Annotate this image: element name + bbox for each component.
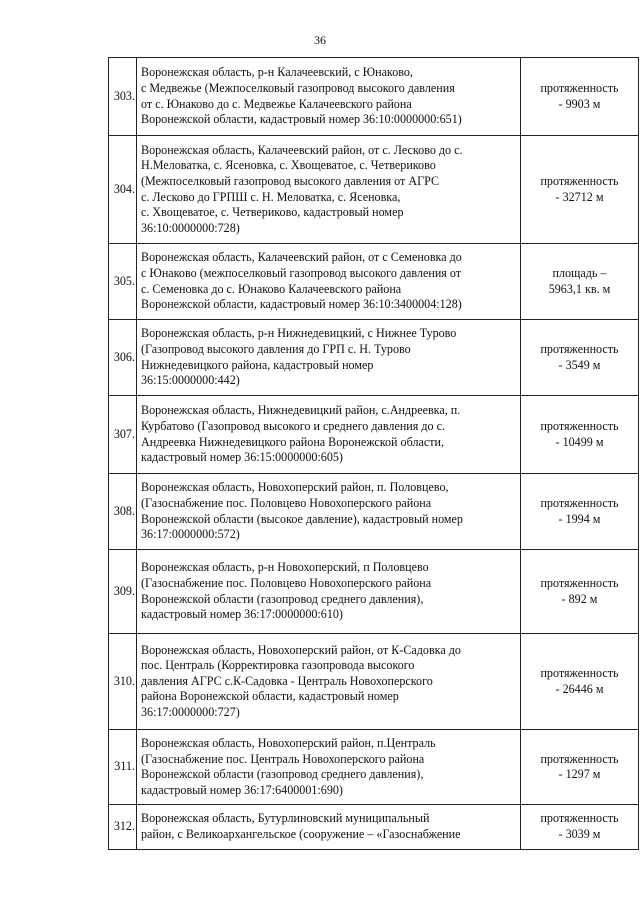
measure-value: - 32712 м [555, 189, 604, 204]
measure-value: - 1297 м [558, 767, 601, 782]
description-line: (Газопровод высокого давления до ГРП с. Н. Турово [141, 341, 411, 356]
description-line: 36:17:0000000:727) [141, 704, 240, 719]
object-description [137, 136, 521, 244]
table-row [109, 550, 639, 634]
description-line: (Газоснабжение пос. Половцево Новохоперского района [141, 575, 432, 590]
description-line: района Воронежской области, кадастровый номер [141, 689, 399, 704]
measure-label: протяженность [540, 341, 619, 356]
description-line: 36:15:0000000:442) [141, 373, 240, 388]
row-number: 311. [109, 730, 137, 805]
object-description [137, 730, 521, 805]
row-number: 305. [109, 244, 137, 320]
measure-value: - 892 м [561, 591, 598, 606]
description-line: с. Лесково до ГРПШ с. Н. Меловатка, с. Ясеновка, [141, 189, 401, 204]
measure-value: - 10499 м [555, 434, 604, 449]
description-line: Воронежской области (газопровод среднего давления), [141, 591, 424, 606]
object-description [137, 58, 521, 136]
measure-label: площадь – [552, 265, 607, 280]
measure-value: - 9903 м [558, 96, 601, 111]
measure-label: протяженность [540, 751, 619, 766]
description-line: Воронежская область, Нижнедевицкий район, с.Андреевка, п. [141, 403, 461, 418]
row-number: 307. [109, 396, 137, 474]
description-line: кадастровый номер 36:17:0000000:610) [141, 607, 343, 622]
description-line: (Газоснабжение пос. Половцево Новохоперского района [141, 495, 432, 510]
description-line: Воронежская область, Калачеевский район, от с. Лесково до с. [141, 142, 463, 157]
object-description [137, 550, 521, 634]
measure-label: протяженность [540, 811, 619, 826]
row-number: 312. [109, 805, 137, 849]
table-row [109, 805, 639, 849]
description-line: Воронежской области (газопровод среднего давления), [141, 767, 424, 782]
description-line: Нижнедевицкого района, кадастровый номер [141, 357, 374, 372]
row-number: 310. [109, 634, 137, 730]
description-line: от с. Юнаково до с. Медвежье Калачеевского района [141, 96, 412, 111]
measure-label: протяженность [540, 80, 619, 95]
object-measure [521, 244, 639, 320]
description-line: Воронежская область, р-н Нижнедевицкий, с Нижнее Турово [141, 326, 457, 341]
description-line: давления АГРС с.К-Садовка - Централь Новохоперского [141, 673, 433, 688]
table-row [109, 58, 639, 136]
object-measure [521, 396, 639, 474]
object-description [137, 320, 521, 396]
description-line: с Медвежье (Межпоселковый газопровод высокого давления [141, 80, 455, 95]
description-line: Воронежской области, кадастровый номер 36:10:0000000:651) [141, 112, 462, 127]
object-measure [521, 550, 639, 634]
object-description [137, 396, 521, 474]
object-measure [521, 136, 639, 244]
description-line: с Юнаково (межпоселковый газопровод высокого давления от [141, 265, 462, 280]
description-line: Воронежская область, Новохоперский район, от К-Садовка до [141, 642, 461, 657]
object-measure [521, 634, 639, 730]
measure-label: протяженность [540, 418, 619, 433]
measure-value: - 26446 м [555, 681, 604, 696]
description-line: Воронежская область, Новохоперский район, п. Половцево, [141, 480, 449, 495]
object-measure [521, 58, 639, 136]
table-row [109, 730, 639, 805]
description-line: Воронежская область, р-н Новохоперский, п Половцево [141, 560, 429, 575]
description-line: (Межпоселковый газопровод высокого давления от АГРС [141, 173, 440, 188]
row-number: 304. [109, 136, 137, 244]
description-line: район, с Великоархангельское (сооружение – «Газоснабжение [141, 826, 461, 841]
page-number: 36 [314, 33, 326, 47]
measure-value: 5963,1 кв. м [548, 281, 611, 296]
measure-value: - 3549 м [558, 357, 601, 372]
description-line: 36:10:0000000:728) [141, 220, 240, 235]
description-line: Н.Меловатка, с. Ясеновка, с. Хвощеватое, с. Четвериково [141, 158, 436, 173]
object-description [137, 634, 521, 730]
description-line: Воронежская область, Новохоперский район, п.Централь [141, 736, 436, 750]
object-measure [521, 320, 639, 396]
table-row [109, 136, 639, 244]
table-row [109, 244, 639, 320]
table-row [109, 474, 639, 550]
description-line: Воронежская область, Калачеевский район, от с Семеновка до [141, 250, 462, 265]
object-description [137, 474, 521, 550]
property-registry-table [108, 57, 639, 850]
description-line: с. Семеновка до с. Юнаково Калачеевского района [141, 281, 402, 296]
measure-label: протяженность [540, 665, 619, 680]
table-row [109, 320, 639, 396]
measure-label: протяженность [540, 575, 619, 590]
row-number: 306. [109, 320, 137, 396]
description-line: Воронежская область, Бутурлиновский муниципальный [141, 811, 430, 826]
object-measure [521, 730, 639, 805]
row-number: 303. [109, 58, 137, 136]
description-line: Андреевка Нижнедевицкого района Воронежской области, [141, 434, 444, 449]
measure-value: - 3039 м [558, 826, 601, 841]
description-line: (Газоснабжение пос. Централь Новохоперского района [141, 751, 425, 766]
description-line: с. Хвощеватое, с. Четвериково, кадастровый номер [141, 205, 404, 220]
measure-label: протяженность [540, 173, 619, 188]
row-number: 309. [109, 550, 137, 634]
object-description [137, 805, 521, 849]
measure-value: - 1994 м [558, 511, 601, 526]
description-line: Курбатово (Газопровод высокого и среднего давления до с. [141, 418, 445, 433]
description-line: 36:17:0000000:572) [141, 527, 240, 542]
object-measure [521, 805, 639, 849]
object-measure [521, 474, 639, 550]
description-line: кадастровый номер 36:15:0000000:605) [141, 450, 343, 465]
registry-table-body [109, 58, 639, 850]
object-description [137, 244, 521, 320]
description-line: Воронежской области, кадастровый номер 36:10:3400004:128) [141, 297, 462, 312]
description-line: кадастровый номер 36:17:6400001:690) [141, 782, 343, 797]
measure-label: протяженность [540, 495, 619, 510]
description-line: Воронежская область, р-н Калачеевский, с Юнаково, [141, 65, 413, 80]
description-line: пос. Централь (Корректировка газопровода высокого [141, 658, 415, 673]
row-number: 308. [109, 474, 137, 550]
table-row [109, 396, 639, 474]
table-row [109, 634, 639, 730]
description-line: Воронежской области (высокое давление), кадастровый номер [141, 511, 463, 526]
